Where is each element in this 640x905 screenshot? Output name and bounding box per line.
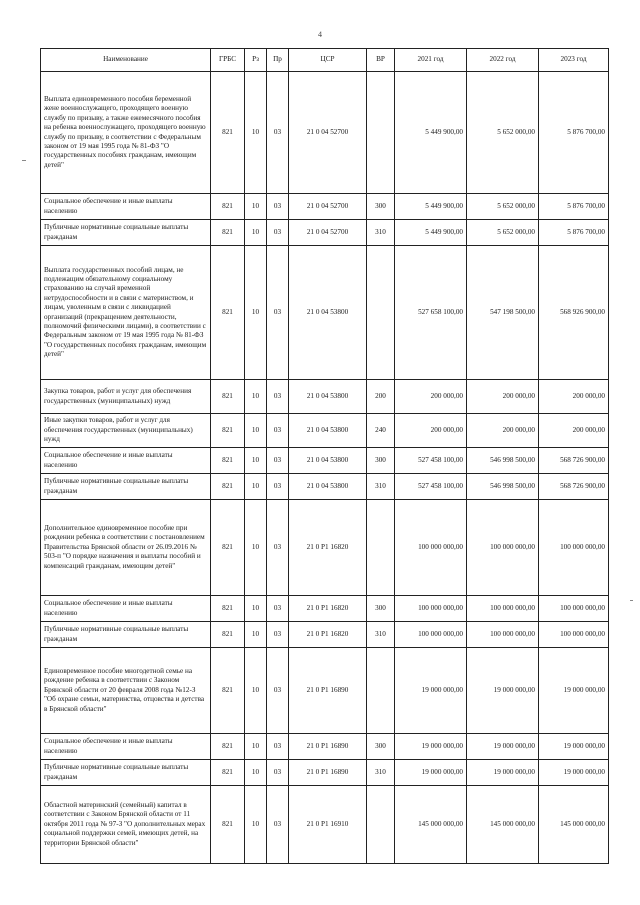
row-2022: 100 000 000,00 [467,622,539,648]
row-vr [367,648,395,734]
row-2021: 200 000,00 [395,380,467,414]
row-name: Публичные нормативные социальные выплаты гражданам [41,622,211,648]
row-grbs: 821 [211,194,245,220]
row-vr: 300 [367,448,395,474]
row-rz: 10 [245,414,267,448]
row-pr: 03 [267,500,289,596]
row-rz: 10 [245,448,267,474]
table-row [41,414,609,448]
table-row [41,380,609,414]
header-name: Наименование [41,49,211,72]
row-csr: 21 0 04 52700 [289,220,367,246]
row-2022: 19 000 000,00 [467,648,539,734]
row-2022: 5 652 000,00 [467,220,539,246]
row-rz: 10 [245,474,267,500]
row-name: Выплата государственных пособий лицам, не подлежащим обязательному социальному страхованию на случай временной нетрудоспособности и в связи с материнством, и лицам, уволенным в связи с ликвидацией организаций (прекращением деятельности, полномочий физическими лицами), в соответствии с Федеральным законом от 19 мая 1995 года № 81-ФЗ "О государственных пособиях гражданам, имеющим детей" [41,246,211,380]
row-name: Иные закупки товаров, работ и услуг для обеспечения государственных (муниципальных) нужд [41,414,211,448]
row-vr: 300 [367,596,395,622]
row-2023: 568 726 900,00 [539,448,609,474]
row-csr: 21 0 04 52700 [289,194,367,220]
row-rz: 10 [245,760,267,786]
row-csr: 21 0 P1 16820 [289,500,367,596]
row-csr: 21 0 04 53800 [289,448,367,474]
row-2021: 100 000 000,00 [395,622,467,648]
row-vr: 310 [367,760,395,786]
row-vr [367,500,395,596]
row-2021: 527 658 100,00 [395,246,467,380]
row-2021: 19 000 000,00 [395,734,467,760]
row-name: Областной материнский (семейный) капитал в соответствии с Законом Брянской области от 11 октября 2011 года № 97-З "О дополнительных мерах социальной поддержки семей, имеющих детей, на территории Брянской области" [41,786,211,864]
row-2022: 547 198 500,00 [467,246,539,380]
row-2021: 527 458 100,00 [395,474,467,500]
row-pr: 03 [267,596,289,622]
row-grbs: 821 [211,246,245,380]
row-2021: 200 000,00 [395,414,467,448]
row-2022: 5 652 000,00 [467,194,539,220]
scan-artifact-mark [630,600,633,601]
row-csr: 21 0 04 53800 [289,414,367,448]
row-rz: 10 [245,500,267,596]
row-name: Социальное обеспечение и иные выплаты населению [41,194,211,220]
table-row [41,500,609,596]
table-row [41,760,609,786]
row-vr: 200 [367,380,395,414]
row-2022: 100 000 000,00 [467,596,539,622]
row-2022: 19 000 000,00 [467,734,539,760]
row-2021: 5 449 900,00 [395,72,467,194]
table-row [41,734,609,760]
table-row [41,72,609,194]
row-2023: 5 876 700,00 [539,220,609,246]
row-pr: 03 [267,220,289,246]
row-2023: 100 000 000,00 [539,622,609,648]
row-2021: 527 458 100,00 [395,448,467,474]
row-grbs: 821 [211,380,245,414]
row-pr: 03 [267,786,289,864]
row-grbs: 821 [211,786,245,864]
row-csr: 21 0 P1 16820 [289,622,367,648]
row-2022: 100 000 000,00 [467,500,539,596]
row-2023: 145 000 000,00 [539,786,609,864]
table-row [41,246,609,380]
table-row [41,786,609,864]
row-csr: 21 0 P1 16890 [289,760,367,786]
row-vr: 300 [367,194,395,220]
row-2023: 19 000 000,00 [539,760,609,786]
row-2022: 19 000 000,00 [467,760,539,786]
row-csr: 21 0 04 53800 [289,474,367,500]
row-csr: 21 0 P1 16890 [289,648,367,734]
scan-artifact-mark [22,160,26,161]
row-rz: 10 [245,622,267,648]
row-2021: 100 000 000,00 [395,500,467,596]
row-pr: 03 [267,194,289,220]
row-csr: 21 0 04 53800 [289,246,367,380]
row-pr: 03 [267,622,289,648]
row-vr: 240 [367,414,395,448]
row-2021: 19 000 000,00 [395,648,467,734]
row-rz: 10 [245,786,267,864]
row-pr: 03 [267,414,289,448]
table-row [41,220,609,246]
row-pr: 03 [267,380,289,414]
row-2023: 568 926 900,00 [539,246,609,380]
row-2023: 100 000 000,00 [539,596,609,622]
row-grbs: 821 [211,448,245,474]
row-name: Социальное обеспечение и иные выплаты населению [41,734,211,760]
row-vr: 310 [367,220,395,246]
row-2023: 100 000 000,00 [539,500,609,596]
row-2023: 5 876 700,00 [539,72,609,194]
row-2022: 200 000,00 [467,380,539,414]
row-2023: 19 000 000,00 [539,734,609,760]
row-name: Публичные нормативные социальные выплаты гражданам [41,760,211,786]
header-2023: 2023 год [539,49,609,72]
row-rz: 10 [245,246,267,380]
header-vr: ВР [367,49,395,72]
row-name: Закупка товаров, работ и услуг для обеспечения государственных (муниципальных) нужд [41,380,211,414]
table-row [41,448,609,474]
row-name: Дополнительное единовременное пособие при рождении ребенка в соответствии с постановлением Правительства Брянской области от 26.09.2016 № 503-п "О порядке назначения и выплаты пособий и компенсаций гражданам, имеющим детей" [41,500,211,596]
table-row [41,596,609,622]
row-pr: 03 [267,760,289,786]
row-name: Публичные нормативные социальные выплаты гражданам [41,220,211,246]
row-rz: 10 [245,72,267,194]
row-vr: 300 [367,734,395,760]
row-2022: 546 998 500,00 [467,448,539,474]
table-row [41,474,609,500]
row-2022: 145 000 000,00 [467,786,539,864]
row-pr: 03 [267,246,289,380]
row-name: Публичные нормативные социальные выплаты гражданам [41,474,211,500]
row-grbs: 821 [211,622,245,648]
row-vr [367,72,395,194]
row-grbs: 821 [211,72,245,194]
row-2023: 19 000 000,00 [539,648,609,734]
row-2022: 5 652 000,00 [467,72,539,194]
row-csr: 21 0 P1 16890 [289,734,367,760]
row-2023: 5 876 700,00 [539,194,609,220]
row-csr: 21 0 P1 16910 [289,786,367,864]
row-rz: 10 [245,596,267,622]
row-2022: 546 998 500,00 [467,474,539,500]
page-number: 4 [318,30,322,39]
row-2023: 200 000,00 [539,380,609,414]
row-pr: 03 [267,474,289,500]
row-csr: 21 0 P1 16820 [289,596,367,622]
row-2022: 200 000,00 [467,414,539,448]
row-vr [367,786,395,864]
budget-table [40,48,609,864]
header-2022: 2022 год [467,49,539,72]
header-2021: 2021 год [395,49,467,72]
table-row [41,648,609,734]
row-grbs: 821 [211,474,245,500]
row-csr: 21 0 04 52700 [289,72,367,194]
row-vr: 310 [367,622,395,648]
header-rz: Рз [245,49,267,72]
row-name: Выплата единовременного пособия беременной жене военнослужащего, проходящего военную службу по призыву, а также ежемесячного пособия на ребенка военнослужащего, проходящего военную службу по призыву, в соответствии с Федеральным законом от 19 мая 1995 года № 81-ФЗ "О государственных пособиях гражданам, имеющим детей" [41,72,211,194]
row-rz: 10 [245,194,267,220]
row-grbs: 821 [211,648,245,734]
row-rz: 10 [245,648,267,734]
row-rz: 10 [245,220,267,246]
table-row [41,622,609,648]
table-header-row [41,49,609,72]
row-pr: 03 [267,448,289,474]
row-grbs: 821 [211,596,245,622]
row-2021: 100 000 000,00 [395,596,467,622]
row-2021: 19 000 000,00 [395,760,467,786]
row-vr [367,246,395,380]
row-rz: 10 [245,734,267,760]
row-pr: 03 [267,734,289,760]
row-pr: 03 [267,72,289,194]
row-2023: 200 000,00 [539,414,609,448]
row-2021: 145 000 000,00 [395,786,467,864]
row-2021: 5 449 900,00 [395,194,467,220]
row-pr: 03 [267,648,289,734]
header-pr: Пр [267,49,289,72]
row-grbs: 821 [211,500,245,596]
row-csr: 21 0 04 53800 [289,380,367,414]
row-2021: 5 449 900,00 [395,220,467,246]
row-name: Единовременное пособие многодетной семье на рождение ребенка в соответствии с Законом Брянской области от 20 февраля 2008 года №12-З "Об охране семьи, материнства, отцовства и детства в Брянской области" [41,648,211,734]
row-2023: 568 726 900,00 [539,474,609,500]
row-grbs: 821 [211,734,245,760]
table-row [41,194,609,220]
row-vr: 310 [367,474,395,500]
row-name: Социальное обеспечение и иные выплаты населению [41,596,211,622]
header-grbs: ГРБС [211,49,245,72]
row-grbs: 821 [211,414,245,448]
row-name: Социальное обеспечение и иные выплаты населению [41,448,211,474]
row-grbs: 821 [211,220,245,246]
row-rz: 10 [245,380,267,414]
header-csr: ЦСР [289,49,367,72]
row-grbs: 821 [211,760,245,786]
